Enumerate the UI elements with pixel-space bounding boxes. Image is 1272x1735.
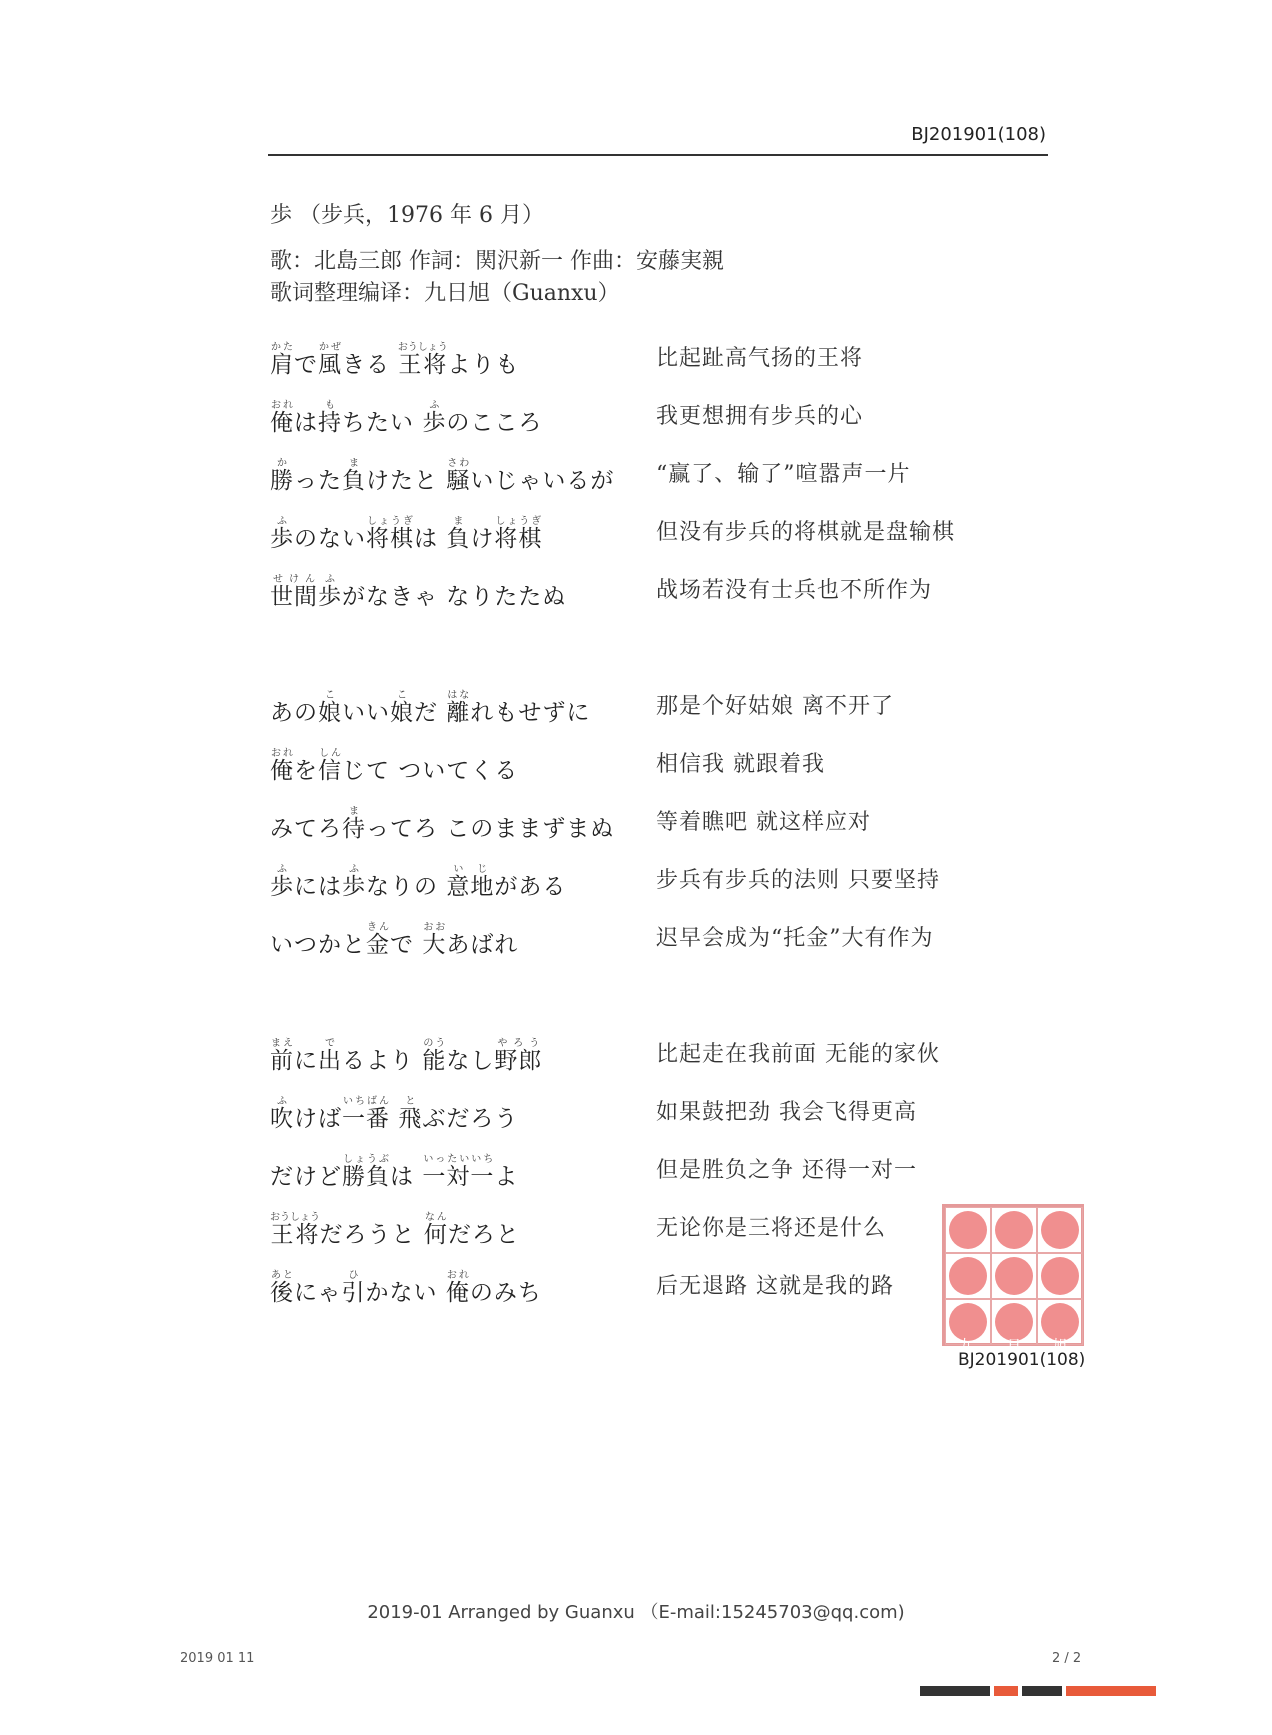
lyric-chinese: 战场若没有士兵也不所作为 (656, 578, 933, 603)
lyric-japanese: 俺おれは持もちたい 歩ふのこころ (270, 400, 543, 436)
lyric-chinese: 但没有步兵的将棋就是盘输棋 (656, 520, 956, 545)
lyric-line (270, 1080, 990, 1136)
seal-char: 日 (1007, 1338, 1021, 1354)
seal-code: BJ201901(108) (958, 1350, 1086, 1370)
seal-cell (991, 1253, 1037, 1299)
lyric-japanese: 後あとにゃ引ひかない 俺おれのみち (270, 1270, 542, 1306)
lyric-chinese: 迟早会成为“托金”大有作为 (656, 926, 934, 951)
seal-char: 旭 (1053, 1338, 1067, 1354)
lyric-chinese: 如果鼓把劲 我会飞得更高 (656, 1100, 917, 1125)
seal-dot (949, 1257, 987, 1295)
lyric-japanese: 俺おれを信しんじて ついてくる (270, 748, 519, 784)
document-code: BJ201901(108) (911, 124, 1046, 145)
lyric-japanese: 歩ふのない将棋しょうぎは 負まけ将棋しょうぎ (270, 516, 543, 552)
lyric-japanese: 王将おうしょうだろうと 何なんだろと (270, 1212, 520, 1248)
lyric-chinese: 比起走在我前面 无能的家伙 (656, 1042, 940, 1067)
lyric-japanese: いつかと金きんで 大おおあばれ (270, 922, 519, 958)
page-number: 2 / 2 (1052, 1651, 1082, 1666)
song-credits: 歌：北島三郎 作詞：関沢新一 作曲：安藤実親 (270, 249, 724, 274)
lyric-japanese: 歩ふには歩ふなりの 意地いじがある (270, 864, 567, 900)
lyric-line (270, 500, 990, 556)
lyric-japanese: 世間せけん歩ふがなきゃ なりたたぬ (270, 574, 567, 610)
header-rule (268, 154, 1048, 156)
lyric-japanese: 吹ふけば一番いちばん 飛とぶだろう (270, 1096, 519, 1132)
seal-cell (1037, 1207, 1083, 1253)
seal-stamp (942, 1204, 1084, 1354)
lyric-line (270, 442, 990, 498)
lyric-line (270, 1196, 990, 1252)
seal-cell (945, 1207, 991, 1253)
lyric-line (270, 732, 990, 788)
lyric-chinese: 无论你是三将还是什么 (656, 1216, 887, 1241)
footer-credit: 2019-01 Arranged by Guanxu （E-mail:15245703@qq.com) (367, 1602, 905, 1623)
watermark-logo (920, 1686, 1205, 1700)
lyric-japanese: みてろ待まってろ このままずまぬ (270, 806, 615, 842)
lyric-japanese: あの娘こいい娘こだ 離はなれもせずに (270, 690, 591, 726)
song-title: 歩 （步兵，1976 年 6 月） (270, 203, 544, 228)
lyric-line (270, 1022, 990, 1078)
lyric-line (270, 848, 990, 904)
lyric-chinese: 相信我 就跟着我 (656, 752, 825, 777)
lyric-japanese: 前まえに出でるより 能のうなし野郎やろう (270, 1038, 543, 1074)
seal-char: 九 (959, 1338, 973, 1354)
lyric-chinese: 步兵有步兵的法则 只要坚持 (656, 868, 940, 893)
seal-dot (949, 1211, 987, 1249)
seal-dot (995, 1257, 1033, 1295)
lyric-line (270, 1138, 990, 1194)
seal-dot (1041, 1211, 1079, 1249)
lyric-line (270, 558, 990, 614)
lyric-chinese: 等着瞧吧 就这样应对 (656, 810, 871, 835)
lyric-line (270, 326, 990, 382)
seal-cell (1037, 1253, 1083, 1299)
lyric-line (270, 384, 990, 440)
seal-cell (991, 1207, 1037, 1253)
arranger-credit: 歌词整理编译：九日旭（Guanxu） (270, 281, 620, 306)
lyric-chinese: 我更想拥有步兵的心 (656, 404, 864, 429)
lyric-japanese: 肩かたで風かぜきる 王将おうしょうよりも (270, 342, 520, 378)
seal-cell (945, 1253, 991, 1299)
print-date: 2019 01 11 (180, 1651, 255, 1666)
seal-dot (1041, 1257, 1079, 1295)
lyric-chinese: 但是胜负之争 还得一对一 (656, 1158, 917, 1183)
lyric-line (270, 1254, 990, 1310)
lyric-chinese: 那是个好姑娘 离不开了 (656, 694, 894, 719)
lyric-line (270, 674, 990, 730)
seal-dot (995, 1211, 1033, 1249)
lyric-chinese: “赢了、输了”喧嚣声一片 (656, 462, 911, 487)
lyric-japanese: だけど勝負しょうぶは 一対一いったいいちよ (270, 1154, 519, 1190)
lyric-line (270, 906, 990, 962)
lyric-japanese: 勝かった負まけたと 騒さわいじゃいるが (270, 458, 615, 494)
lyric-line (270, 790, 990, 846)
lyric-chinese: 后无退路 这就是我的路 (656, 1274, 894, 1299)
lyric-chinese: 比起趾高气扬的王将 (656, 346, 864, 371)
